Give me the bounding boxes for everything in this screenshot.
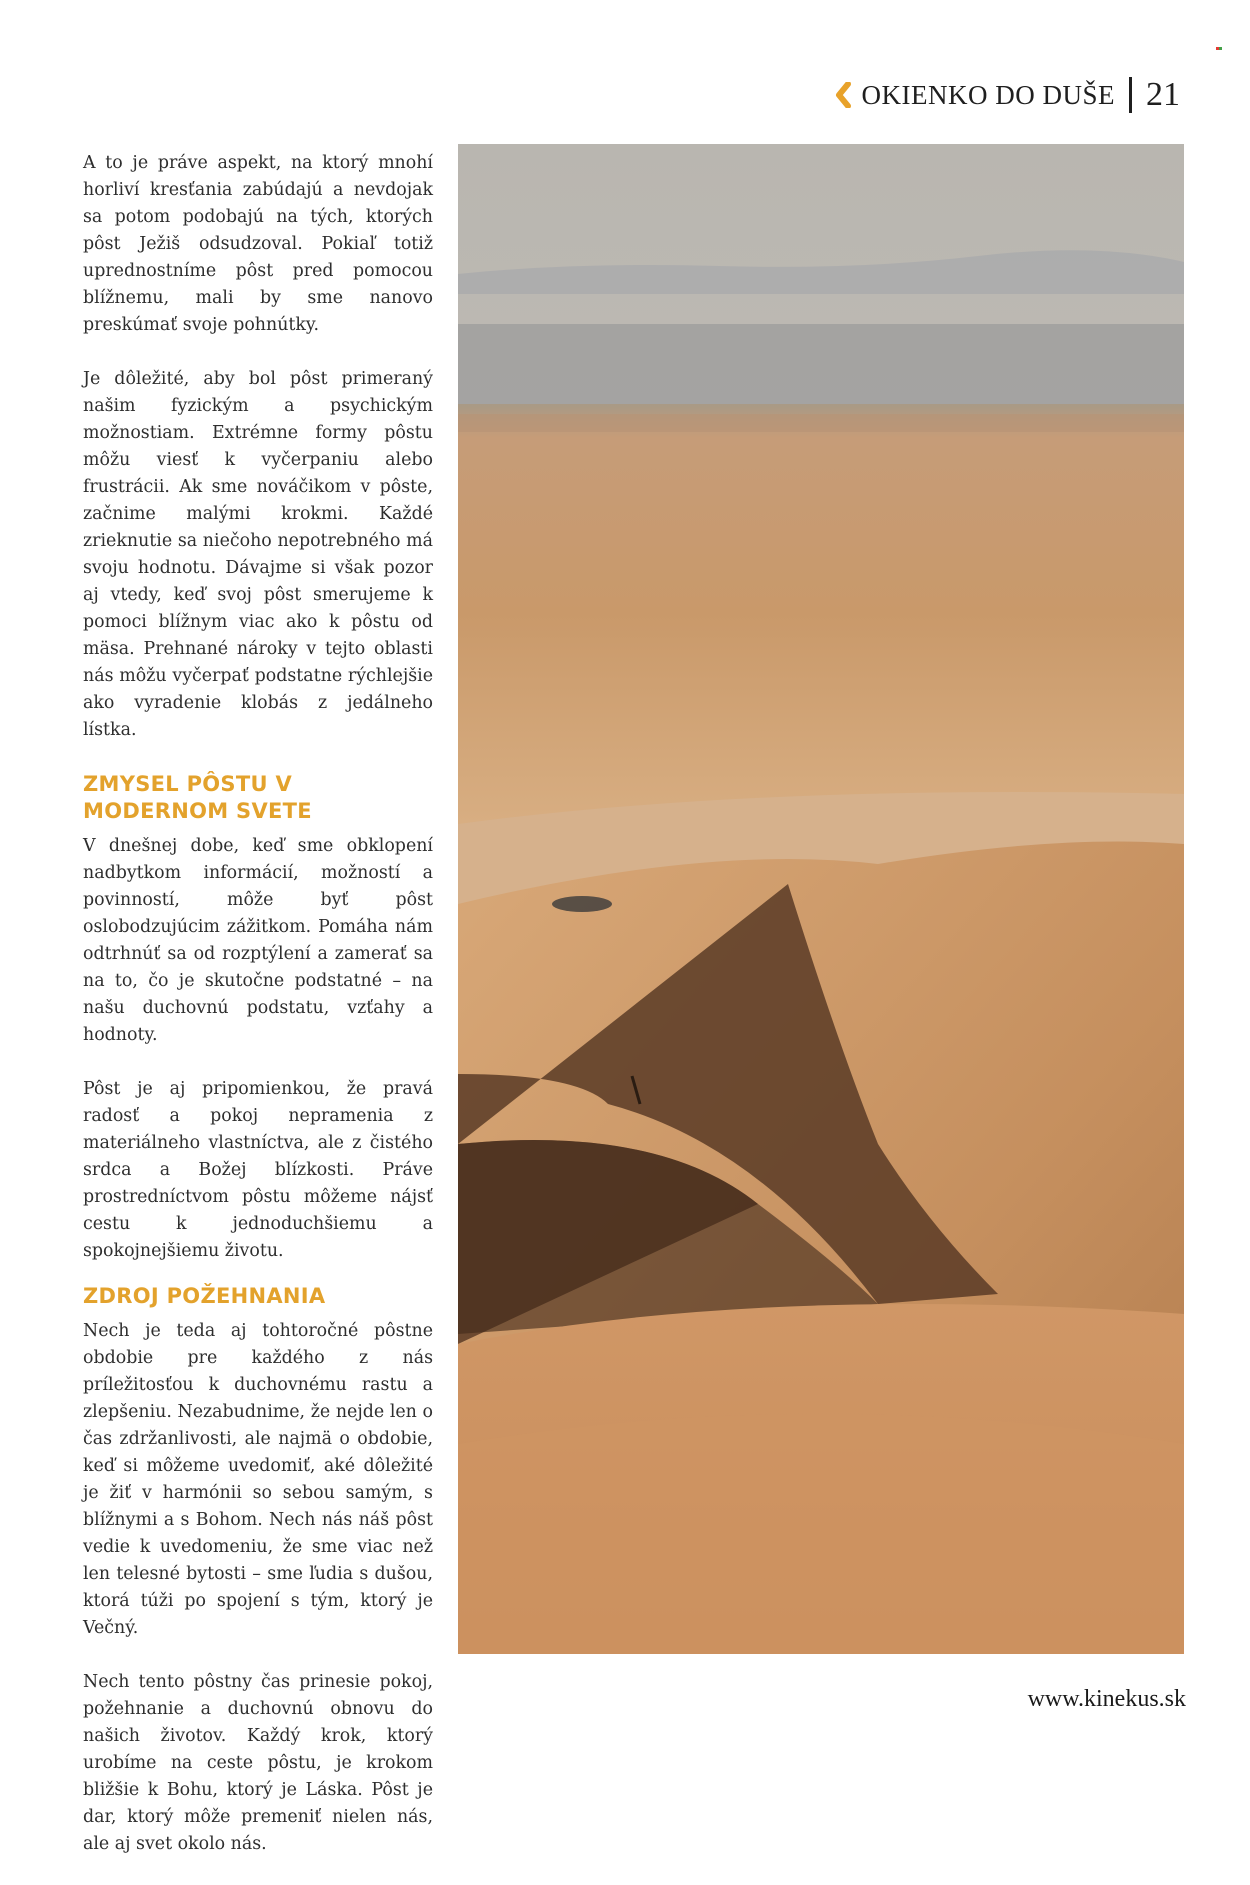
paragraph-4: Pôst je aj pripomienkou, že pravá radosť a pokoj nepramenia z materiálneho vlastníctva, ale z čistého srdca a Božej blízkosti. Práve prostredníctvom pôstu môžeme nájsť cestu k jednoduchšiemu a spokojnejšiemu životu. — [83, 1079, 433, 1261]
header-divider — [1129, 77, 1132, 113]
paragraph-1: A to je práve aspekt, na ktorý mnohí horliví kresťania zabúdajú a nevdojak sa potom podobajú na tých, ktorých pôst Ježiš odsudzoval. Pokiaľ totiž uprednostníme pôst pred pomocou blížnemu, mali by sme nanovo preskúmať svoje pohnútky. — [83, 153, 433, 335]
article-column — [83, 150, 433, 1885]
corner-color-mark — [1216, 35, 1224, 41]
footer-url: www.kinekus.sk — [1027, 1686, 1186, 1712]
chevron-left-icon — [834, 82, 852, 108]
page-header — [834, 76, 1180, 114]
page-number: 21 — [1146, 76, 1180, 113]
paragraph-2: Je dôležité, aby bol pôst primeraný našim fyzickým a psychickým možnostiam. Extrémne formy pôstu môžu viesť k vyčerpaniu alebo frustrácii. Ak sme nováčikom v pôste, začnime malými krokmi. Každé zrieknutie sa niečoho nepotrebného má svoju hodnotu. Dávajme si však pozor aj vtedy, keď svoj pôst smerujeme k pomoci blížnym viac ako k pôstu od mäsa. Prehnané nároky v tejto oblasti nás môžu vyčerpať podstatne rýchlejšie ako vyradenie klobás z jedálneho lístka. — [83, 369, 433, 740]
desert-dunes-photo — [458, 144, 1184, 1654]
desert-photo-illustration — [458, 144, 1184, 1654]
paragraph-5: Nech je teda aj tohtoročné pôstne obdobie pre každého z nás príležitosťou k duchovnému rastu a zlepšeniu. Nezabudnime, že nejde len o čas zdržanlivosti, ale najmä o obdobie, keď si môžeme uvedomiť, aké dôležité je žiť v harmónii so sebou samým, s blížnymi a s Bohom. Nech nás náš pôst vedie k uvedomeniu, že sme viac než len telesné bytosti – sme ľudia s dušou, ktorá túži po spojení s tým, ktorý je Večný. — [83, 1321, 433, 1638]
heading-blessing: ZDROJ POŽEHNANIA — [83, 1284, 326, 1308]
paragraph-6: Nech tento pôstny čas prinesie pokoj, požehnanie a duchovnú obnovu do našich životov. Každý krok, ktorý urobíme na ceste pôstu, je krokom bližšie k Bohu, ktorý je Láska. Pôst je dar, ktorý môže premeniť nielen nás, ale aj svet okolo nás. — [83, 1672, 433, 1854]
paragraph-3: V dnešnej dobe, keď sme obklopení nadbytkom informácií, možností a povinností, môže byť pôst oslobodzujúcim zážitkom. Pomáha nám odtrhnúť sa od rozptýlení a zamerať sa na to, čo je skutočne podstatné – na našu duchovnú podstatu, vzťahy a hodnoty. — [83, 836, 433, 1045]
heading-modern-world: ZMYSEL PÔSTU V MODERNOM SVETE — [83, 772, 312, 823]
section-title: OKIENKO DO DUŠE — [861, 79, 1115, 110]
